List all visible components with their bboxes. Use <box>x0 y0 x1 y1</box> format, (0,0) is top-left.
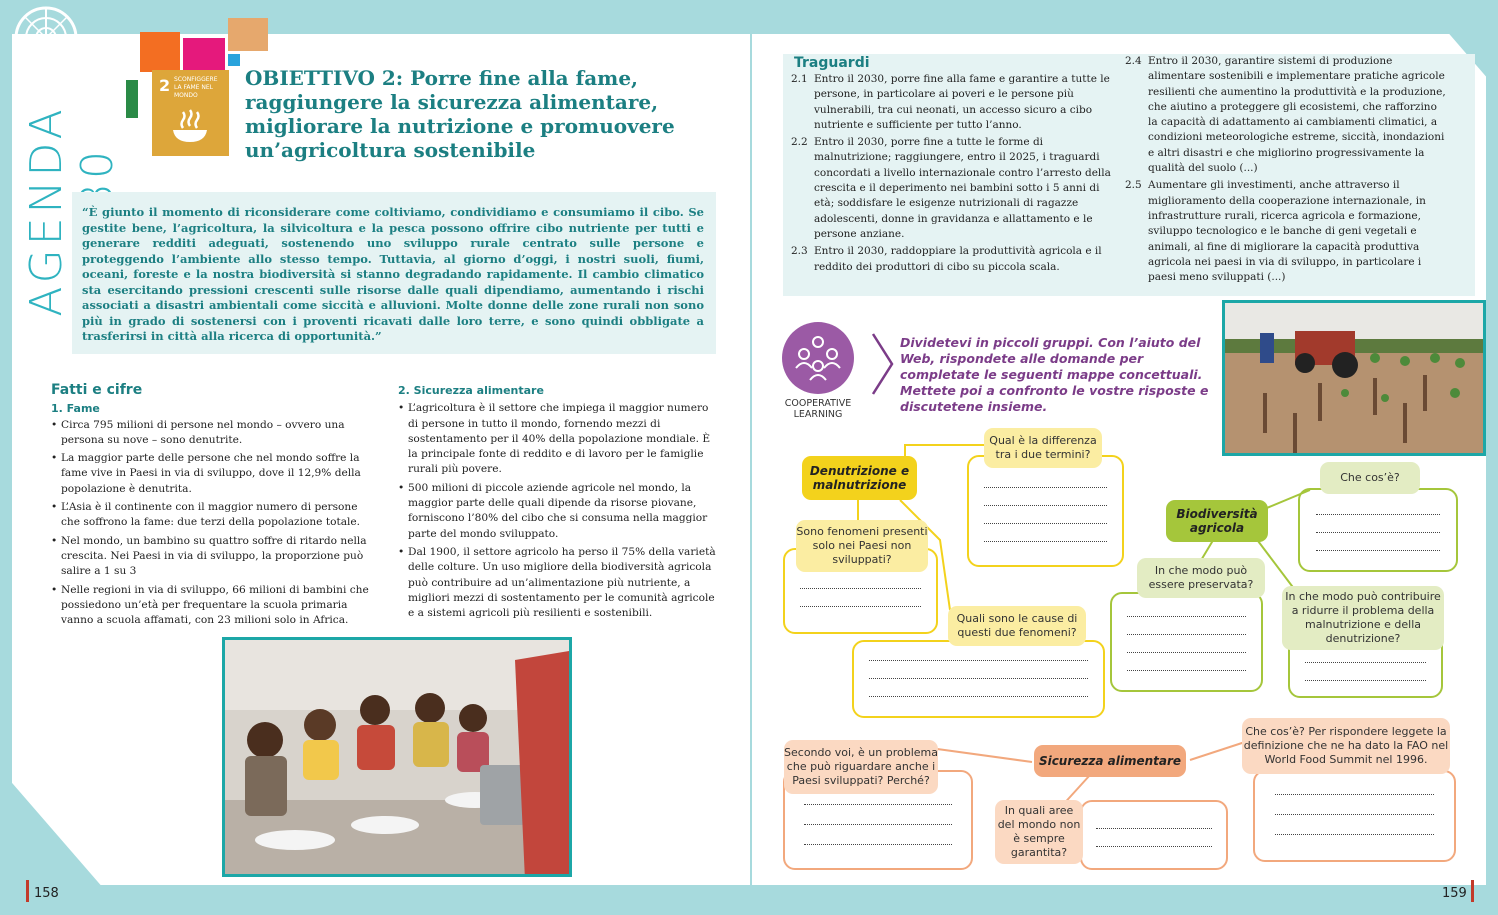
question-cause: Quali sono le cause di questi due fenomeni? <box>948 606 1086 646</box>
children-photo-drawing <box>225 640 572 877</box>
green-square <box>126 80 138 118</box>
list-item: • La maggior parte delle persone che nel mondo soffre la fame vive in Paesi in via di sviluppo, dove il 12,9% della popolazione è denutrita. <box>51 451 373 497</box>
answer-box-fao[interactable] <box>1253 770 1456 862</box>
sdg-number: 2 <box>159 76 171 95</box>
quote-box: “È giunto il momento di riconsiderare come coltiviamo, condividiamo e consumiamo il cibo. Se gestite bene, l’agricoltura, la silvicoltura e la pesca possono offrire cibo nutriente per tutti e generare redditi adeguati, sostenendo uno sviluppo rurale centrato sulle persone e proteggendo l’ambiente allo stesso tempo. Tuttavia, al giorno d’oggi, i nostri suoli, fiumi, oceani, foreste e la nostra biodiversità si stanno degradando rapidamente. Il cambio climatico sta esercitando pressioni crescenti sulle risorse dalle quali dipendiamo, aumentando i rischi associati a disastri ambientali come siccità e alluvioni. Molte donne delle zone rurali non sono più in grado di sostenersi con i proventi ricavati dalle loro terre, e sono quindi obbligate a trasferirsi in città alla ricerca di opportunità.” <box>72 192 716 354</box>
left-page-number: 158 <box>34 886 59 901</box>
people-group-icon <box>782 322 854 394</box>
objective-title: OBIETTIVO 2: Porre fine alla fame, raggiungere la sicurezza alimentare, migliorare la nutrizione e promuovere un’agricoltura sostenibile <box>245 66 675 162</box>
list-item: • L’agricoltura è il settore che impiega il maggior numero di persone in tutto il mondo, fornendo mezzi di sostentamento per il 40% della popolazione mondiale. È la principale fonte di reddito e di lavoro per le famiglie rurali più povere. <box>398 401 718 477</box>
traguardo-number: 2.1 <box>791 73 808 85</box>
cooperative-instructions: Dividetevi in piccoli gruppi. Con l’aiuto del Web, rispondete alle domande per completate le seguenti mappe concettuali. Mettete poi a confronto le vostre risposte e discutetene insieme. <box>900 335 1209 414</box>
traguardo-item <box>1125 54 1447 176</box>
answer-line <box>1127 634 1246 635</box>
chevron-right-icon <box>870 332 896 396</box>
answer-line <box>1127 670 1246 671</box>
bowl-icon <box>170 106 210 146</box>
answer-line <box>800 588 921 589</box>
left-page-marker <box>26 880 29 902</box>
fatti-column-2 <box>398 383 718 624</box>
question-biodiv-cose: Che cos’è? <box>1320 462 1420 494</box>
key-sicurezza: Sicurezza alimentare <box>1034 745 1186 777</box>
list-item: • 500 milioni di piccole aziende agricole nel mondo, la maggior parte delle quali dipende da risorse piovane, forniscono l’80% del cibo che si consuma nella maggior parte del mondo sviluppato. <box>398 481 718 542</box>
key-denutrizione: Denutrizione e malnutrizione <box>802 456 917 500</box>
traguardo-text: Entro il 2030, raddoppiare la produttività agricola e il reddito dei produttori di cibo su piccola scala. <box>814 245 1102 273</box>
traguardo-number: 2.2 <box>791 136 808 149</box>
cooperative-learning-icon <box>782 322 854 394</box>
traguardo-number: 2.5 <box>1125 179 1142 192</box>
fatti-column-1 <box>51 383 373 631</box>
answer-line <box>804 804 953 805</box>
sdg-2-icon <box>152 70 229 156</box>
fatti-heading: Fatti e cifre <box>51 382 143 398</box>
answer-line <box>984 523 1106 524</box>
question-differenza: Qual è la differenza tra i due termini? <box>984 428 1102 468</box>
list-item: • L’Asia è il continente con il maggior numero di persone che soffrono la fame: due terzi della popolazione totale. <box>51 500 373 531</box>
children-eating-photo <box>222 637 572 877</box>
traguardo-text: Entro il 2030, porre fine a tutte le forme di malnutrizione; raggiungere, entro il 2025, i traguardi concordati a livello internazionale contro l’arresto della crescita e il deperimento nei bambini sotto i 5 anni di età; soddisfare le esigenze nutrizionali di ragazze adolescenti, donne in gravidanza e allattamento e le persone anziane. <box>814 136 1111 240</box>
question-aree: In quali aree del mondo non è sempre garantita? <box>995 800 1083 864</box>
list-item: • Dal 1900, il settore agricolo ha perso il 75% della varietà delle colture. Un uso migliore della biodiversità agricola può contribuire ad un’alimentazione più nutriente, a migliori mezzi di sostentamento per le comunità agricole e a sistemi agricoli più resilienti e sostenibili. <box>398 545 718 621</box>
answer-line <box>1305 662 1426 663</box>
right-page-number: 159 <box>1442 886 1467 901</box>
list-item: • Circa 795 milioni di persone nel mondo – ovvero una persona su nove – sono denutrite. <box>51 418 373 449</box>
answer-line <box>804 824 953 825</box>
cooperative-learning-label: COOPERATIVE LEARNING <box>784 398 852 420</box>
question-contribuire: In che modo può contribuire a ridurre il problema della malnutrizione e della denutrizione? <box>1282 586 1444 650</box>
traguardo-number: 2.4 <box>1125 55 1142 67</box>
traguardo-item <box>791 244 1113 275</box>
answer-box-biodiv-cose[interactable] <box>1298 488 1458 572</box>
answer-line <box>869 678 1088 679</box>
answer-line <box>869 696 1088 697</box>
answer-line <box>1127 616 1246 617</box>
right-page-marker <box>1471 880 1474 902</box>
answer-line <box>1316 532 1441 533</box>
answer-box-cause[interactable] <box>852 640 1105 718</box>
answer-line <box>869 660 1088 661</box>
magenta-square <box>183 38 225 74</box>
traguardi-heading: Traguardi <box>794 55 870 71</box>
sdg-label: SCONFIGGERE LA FAME NEL MONDO <box>174 76 218 99</box>
answer-line <box>804 844 953 845</box>
answer-line <box>800 606 921 607</box>
traguardo-item <box>791 72 1113 133</box>
answer-line <box>1127 652 1246 653</box>
traguardo-text: Aumentare gli investimenti, anche attraverso il miglioramento della cooperazione internazionale, in infrastrutture rurali, ricerca agricola e formazione, sviluppo tecnologico e le banche di geni vegetali e animali, al fine di migliorare la capacità produttiva agricola nei paesi in via di sviluppo, in particolare i paesi meno sviluppati (...) <box>1148 179 1426 284</box>
answer-line <box>1316 550 1441 551</box>
answer-line <box>1096 828 1211 829</box>
question-fao: Che cos’è? Per rispondere leggete la definizione che ne ha dato la FAO nel World Food Summit nel 1996. <box>1242 718 1450 774</box>
question-preservata: In che modo può essere preservata? <box>1137 558 1265 598</box>
traguardo-text: Entro il 2030, garantire sistemi di produzione alimentare sostenibili e implementare pratiche agricole resilienti che aumentino la produttività e la produzione, che aiutino a proteggere gli ecosistemi, che rafforzino la capacità di adattamento ai cambiamenti climatici, a condizioni meteorologiche estreme, siccità, inondazioni e altri disastri e che migliorino progressivamente la qualità del suolo (...) <box>1148 55 1446 175</box>
answer-line <box>984 541 1106 542</box>
traguardi-column-2 <box>1125 54 1447 287</box>
answer-line <box>1316 514 1441 515</box>
answer-box-preservata[interactable] <box>1110 592 1263 692</box>
question-sviluppati: Secondo voi, è un problema che può riguardare anche i Paesi sviluppati? Perché? <box>784 740 938 794</box>
answer-line <box>1275 814 1434 815</box>
answer-line <box>1305 680 1426 681</box>
answer-line <box>1096 846 1211 847</box>
farm-tractor-photo <box>1222 300 1486 456</box>
traguardo-item <box>791 135 1113 242</box>
answer-line <box>984 505 1106 506</box>
answer-line <box>1275 834 1434 835</box>
blue-square <box>228 54 240 66</box>
list-item: • Nelle regioni in via di sviluppo, 66 milioni di bambini che possiedono un’età per frequentare la scuola primaria vanno a scuola affamati, con 23 milioni solo in Africa. <box>51 583 373 629</box>
answer-box-differenza[interactable] <box>967 455 1124 567</box>
answer-box-aree[interactable] <box>1080 800 1228 870</box>
answer-line <box>1275 794 1434 795</box>
traguardi-column-1 <box>791 72 1113 277</box>
traguardo-item <box>1125 178 1447 285</box>
traguardo-text: Entro il 2030, porre fine alla fame e garantire a tutte le persone, in particolare ai poveri e le persone più vulnerabili, tra cui neonati, un accesso sicuro a cibo nutriente e sufficiente per tutto l’anno. <box>814 73 1110 131</box>
farm-photo-drawing <box>1225 303 1486 456</box>
answer-line <box>984 487 1106 488</box>
traguardo-number: 2.3 <box>791 245 808 258</box>
agenda-2030-label: AGENDA <box>21 105 72 317</box>
list-item: • Nel mondo, un bambino su quattro soffre di ritardo nella crescita. Nei Paesi in via di sviluppo, la proporzione può salire a 1 su 3 <box>51 534 373 580</box>
tan-square <box>228 18 268 51</box>
key-biodiversita: Biodiversità agricola <box>1166 500 1268 542</box>
orange-square <box>140 32 180 72</box>
question-paesi: Sono fenomeni presenti solo nei Paesi non sviluppati? <box>796 520 928 572</box>
sicurezza-subheading: 2. Sicurezza alimentare <box>398 384 544 397</box>
fame-subheading: 1. Fame <box>51 402 100 416</box>
